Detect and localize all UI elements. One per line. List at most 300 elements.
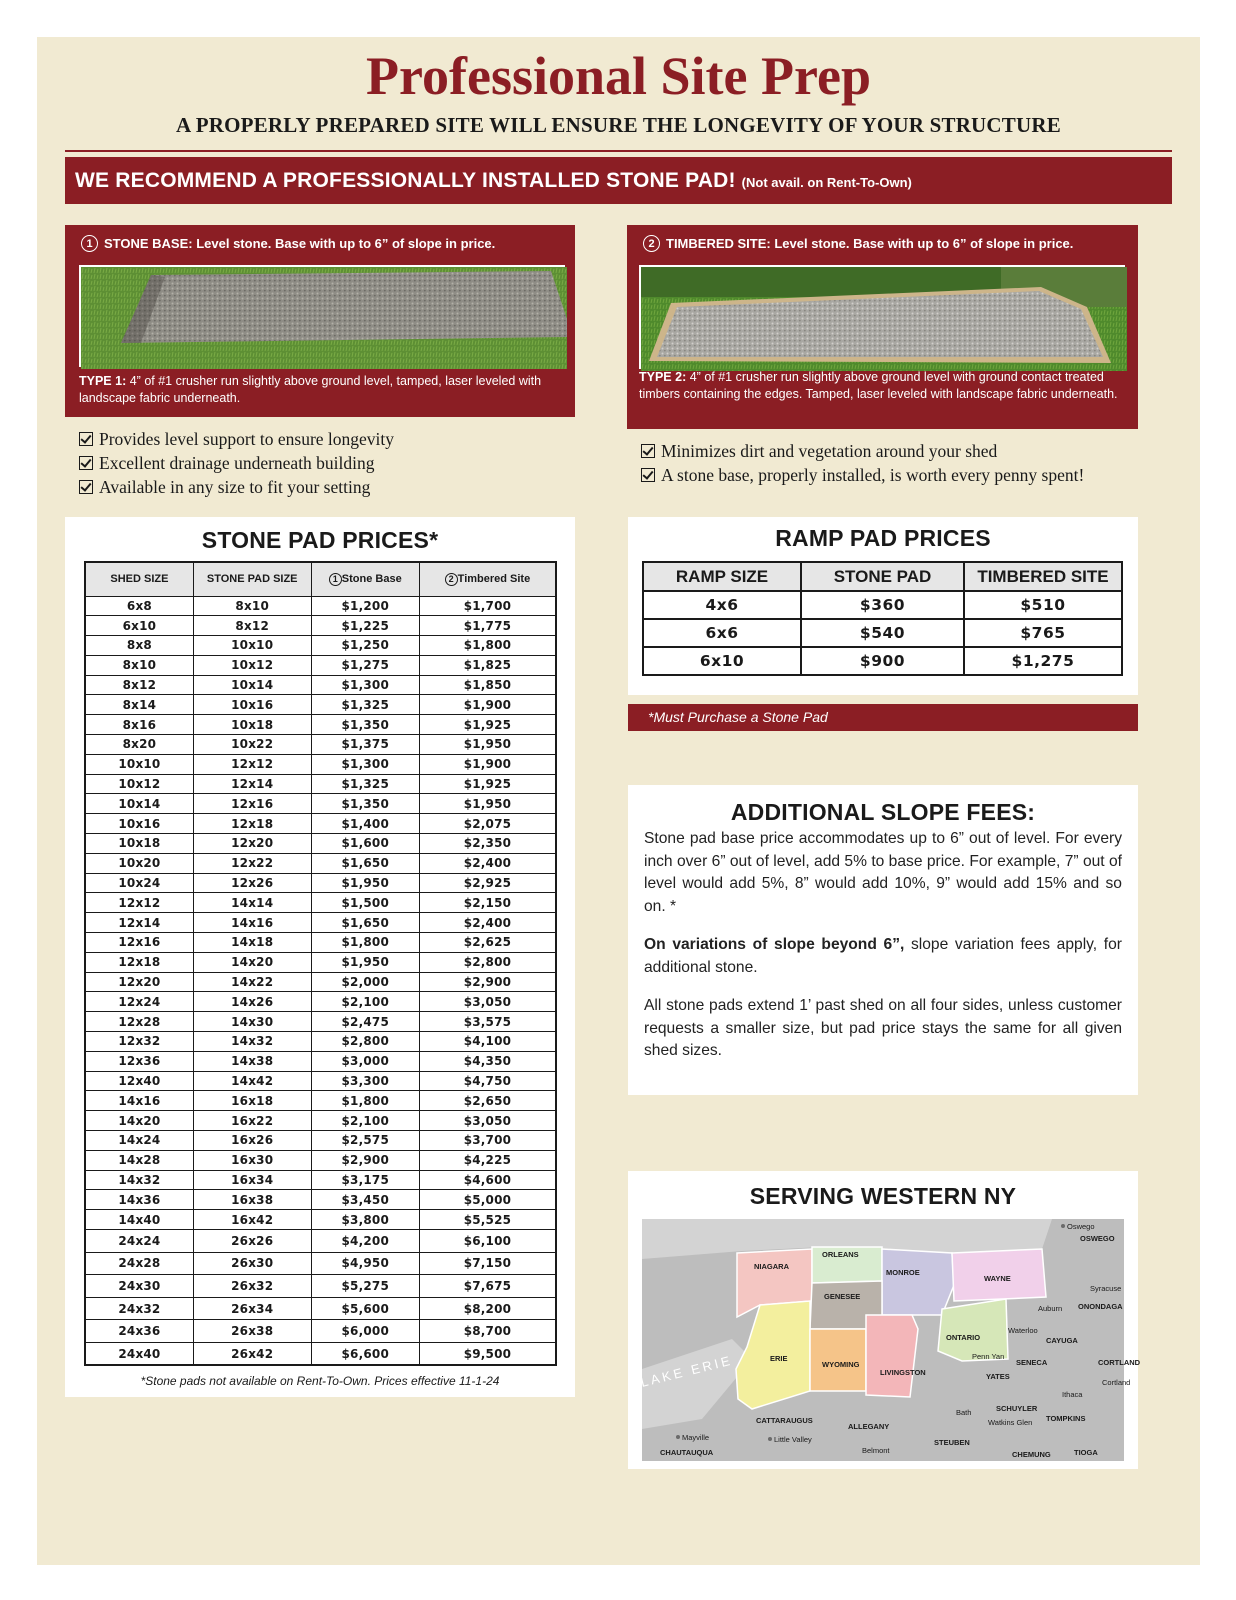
shed-size-cell: 6x10 [85,616,193,636]
shed-size-cell: 10x20 [85,853,193,873]
timbered-price-cell: $5,525 [419,1210,556,1230]
stone-pad-size-cell: 14x32 [193,1032,311,1052]
benefit-text: Minimizes dirt and vegetation around your shed [661,441,998,461]
shed-size-cell: 24x24 [85,1230,193,1253]
table-row [85,675,556,695]
stone-pad-size-cell: 12x26 [193,873,311,893]
page-subtitle: A PROPERLY PREPARED SITE WILL ENSURE THE LONGEVITY OF YOUR STRUCTURE [176,113,1061,137]
type1-heading-text: STONE BASE: Level stone. Base with up to 6” of slope in price. [104,236,496,251]
stone-pad-size-cell: 14x14 [193,893,311,913]
table-row [85,1320,556,1343]
shed-size-cell: 8x20 [85,735,193,755]
stone-base-header [311,562,419,596]
type2-description-text: 4” of #1 crusher run slightly above ground level with ground contact treated timbers containing the edges. Tamped, laser leveled with landscape fabric underneath. [639,370,1118,401]
timbered-price-cell: $2,400 [419,913,556,933]
timbered-price-cell: $2,800 [419,952,556,972]
map-label: GENESEE [824,1292,861,1301]
shed-size-cell: 8x8 [85,636,193,656]
map-label: ERIE [770,1354,788,1363]
benefit-item [641,463,1084,487]
type2-description [639,369,1125,403]
stone-pad-size-cell: 10x16 [193,695,311,715]
table-row [85,952,556,972]
map-label: SENECA [1016,1358,1048,1367]
stone-pad-size-cell: 26x26 [193,1230,311,1253]
benefit-text: Provides level support to ensure longevity [99,429,395,449]
shed-size-cell: 14x24 [85,1131,193,1151]
timbered-site-photo [639,265,1125,369]
map-town: Penn Yan [972,1352,1005,1361]
timbered-price-cell: $765 [964,619,1122,647]
timbered-price-cell: $1,950 [419,735,556,755]
map-label: CHAUTAUQUA [660,1448,714,1457]
shed-size-cell: 24x30 [85,1275,193,1298]
map-town: Mayville [682,1433,710,1442]
map-label: CHEMUNG [1012,1450,1051,1459]
benefit-text: Excellent drainage underneath building [99,453,375,473]
map-label: CORTLAND [1098,1358,1141,1367]
map-label: ALLEGANY [848,1422,890,1431]
stone-pad-size-cell: 16x18 [193,1091,311,1111]
shed-size-cell: 10x14 [85,794,193,814]
map-town: Bath [956,1408,972,1417]
timbered-price-cell: $4,750 [419,1071,556,1091]
stone-pad-price-cell: $360 [801,591,964,619]
shed-size-cell: 12x28 [85,1012,193,1032]
shed-size-cell: 8x12 [85,675,193,695]
table-row [643,619,1122,647]
shed-size-cell: 12x20 [85,972,193,992]
stone-pad-prices-panel [65,517,575,1397]
stone-base-price-cell: $5,275 [311,1275,419,1298]
stone-pad-size-cell: 8x10 [193,596,311,616]
number-two-icon: 2 [643,235,660,252]
stone-pad-size-cell: 12x18 [193,814,311,834]
stone-base-price-cell: $2,100 [311,1111,419,1131]
recommend-banner [65,157,1172,204]
table-row [85,655,556,675]
timbered-price-cell: $3,700 [419,1131,556,1151]
table-row [85,1012,556,1032]
shed-size-cell: 14x36 [85,1190,193,1210]
table-row [85,1150,556,1170]
timbered-price-cell: $3,050 [419,1111,556,1131]
stone-base-price-cell: $3,300 [311,1071,419,1091]
table-row [85,1111,556,1131]
slope-paragraph-1: Stone pad base price accommodates up to 6” out of level. For every inch over 6” out of level, add 5% to base price. For example, 7” out of level would add 5%, 8” would add 10%, 9” would add 15% and so on. * [644,830,1122,915]
shed-size-header: SHED SIZE [85,562,193,596]
stone-pad-size-cell: 12x16 [193,794,311,814]
table-row [85,992,556,1012]
stone-pad-size-cell: 16x26 [193,1131,311,1151]
timbered-price-cell: $4,600 [419,1170,556,1190]
table-row [643,591,1122,619]
timbered-price-cell: $2,625 [419,933,556,953]
stone-base-price-cell: $3,000 [311,1051,419,1071]
type1-label: TYPE 1: [79,374,127,388]
timbered-price-cell: $1,925 [419,774,556,794]
stone-base-price-cell: $1,400 [311,814,419,834]
timbered-price-cell: $5,000 [419,1190,556,1210]
stone-base-price-cell: $1,350 [311,794,419,814]
shed-size-cell: 14x20 [85,1111,193,1131]
title-divider [65,150,1172,152]
timbered-price-cell: $4,225 [419,1150,556,1170]
stone-base-price-cell: $1,950 [311,873,419,893]
stone-pad-prices-body [85,596,556,1365]
stone-base-price-cell: $1,800 [311,1091,419,1111]
stone-base-price-cell: $2,100 [311,992,419,1012]
table-row [85,1342,556,1365]
map-town-dot [1061,1224,1065,1228]
page-title: Professional Site Prep [366,46,871,106]
stone-pad-size-cell: 26x32 [193,1275,311,1298]
shed-size-cell: 24x32 [85,1297,193,1320]
timbered-price-cell: $1,900 [419,754,556,774]
stone-pad-prices-table [84,561,557,1366]
map-label: WAYNE [984,1274,1011,1283]
timbered-price-cell: $2,650 [419,1091,556,1111]
timbered-site-header: TIMBERED SITE [964,562,1122,591]
type1-card [65,225,575,417]
map-label: OSWEGO [1080,1234,1115,1243]
table-row [85,1170,556,1190]
table-row [85,715,556,735]
shed-size-cell: 14x16 [85,1091,193,1111]
table-row [85,1252,556,1275]
timbered-price-cell: $9,500 [419,1342,556,1365]
type2-label: TYPE 2: [639,370,687,384]
stone-pad-size-cell: 16x30 [193,1150,311,1170]
shed-size-cell: 12x36 [85,1051,193,1071]
stone-base-header-text: Stone Base [341,572,402,585]
checkbox-icon [641,444,655,458]
map-county-livingston [866,1315,918,1397]
stone-pad-size-cell: 14x42 [193,1071,311,1091]
table-row [85,616,556,636]
stone-base-price-cell: $1,325 [311,695,419,715]
map-town-dot [676,1435,680,1439]
timbered-price-cell: $1,925 [419,715,556,735]
stone-pad-size-cell: 16x34 [193,1170,311,1190]
stone-pad-size-cell: 10x10 [193,636,311,656]
timbered-price-cell: $2,075 [419,814,556,834]
stone-base-price-cell: $3,175 [311,1170,419,1190]
stone-pad-price-cell: $540 [801,619,964,647]
map-town: Little Valley [774,1435,812,1444]
stone-base-price-cell: $1,950 [311,952,419,972]
shed-size-cell: 10x16 [85,814,193,834]
timbered-price-cell: $1,850 [419,675,556,695]
checkbox-icon [641,468,655,482]
map-label: NIAGARA [754,1262,789,1271]
service-map-panel [628,1171,1141,1469]
map-label: SCHUYLER [996,1404,1038,1413]
ramp-pad-prices-panel [628,517,1138,695]
table-row [85,1190,556,1210]
stone-pad-prices-title: STONE PAD PRICES* [201,527,439,553]
stone-pad-size-cell: 16x42 [193,1210,311,1230]
timbered-price-cell: $2,900 [419,972,556,992]
checkbox-icon [79,480,93,494]
table-row [85,774,556,794]
benefit-item [79,451,394,475]
shed-size-cell: 8x16 [85,715,193,735]
stone-pad-size-cell: 14x38 [193,1051,311,1071]
stone-pad-size-header: STONE PAD SIZE [193,562,311,596]
stone-pad-size-cell: 12x14 [193,774,311,794]
benefit-text: A stone base, properly installed, is worth every penny spent! [661,465,1085,485]
shed-size-cell: 10x18 [85,834,193,854]
shed-size-cell: 10x10 [85,754,193,774]
stone-pad-size-cell: 16x38 [193,1190,311,1210]
table-row [85,893,556,913]
shed-size-cell: 10x24 [85,873,193,893]
stone-base-price-cell: $3,800 [311,1210,419,1230]
type1-description [79,373,559,407]
stone-base-price-cell: $4,200 [311,1230,419,1253]
stone-pad-size-cell: 26x42 [193,1342,311,1365]
slope-paragraph-3: All stone pads extend 1’ past shed on all four sides, unless customer requests a smaller size, but pad price stays the same for all given shed sizes. [644,997,1122,1059]
benefit-item [79,475,394,499]
table-row [85,814,556,834]
stone-pad-footnote: *Stone pads not available on Rent-To-Own. Prices effective 11-1-24 [140,1374,500,1388]
timbered-price-cell: $4,100 [419,1032,556,1052]
shed-size-cell: 12x16 [85,933,193,953]
stone-pad-size-cell: 14x18 [193,933,311,953]
timbered-price-cell: $4,350 [419,1051,556,1071]
stone-base-price-cell: $2,000 [311,972,419,992]
table-row [85,1032,556,1052]
stone-pad-size-cell: 10x12 [193,655,311,675]
stone-base-price-cell: $1,600 [311,834,419,854]
ramp-size-cell: 4x6 [643,591,801,619]
ramp-pad-prices-body [643,591,1122,675]
type2-benefits [641,439,1084,487]
stone-pad-size-cell: 10x18 [193,715,311,735]
timbered-price-cell: $1,700 [419,596,556,616]
map-label: CAYUGA [1046,1336,1078,1345]
shed-size-cell: 24x36 [85,1320,193,1343]
map-town: Auburn [1038,1304,1063,1313]
map-label: CATTARAUGUS [756,1416,813,1425]
slope-paragraph-2-rest: slope variation fees apply, for additional stone. [644,936,1122,976]
timbered-price-cell: $8,700 [419,1320,556,1343]
shed-size-cell: 12x12 [85,893,193,913]
shed-size-cell: 6x8 [85,596,193,616]
stone-base-price-cell: $1,300 [311,754,419,774]
stone-base-price-cell: $1,375 [311,735,419,755]
map-label: LIVINGSTON [880,1368,926,1377]
stone-base-price-cell: $1,300 [311,675,419,695]
service-map-title: SERVING WESTERN NY [749,1183,1017,1209]
table-header-row [643,562,1122,591]
timbered-price-cell: $3,050 [419,992,556,1012]
ramp-pad-prices-title: RAMP PAD PRICES [775,525,991,551]
table-row [85,913,556,933]
page-sheet [37,37,1200,1565]
stone-pad-size-cell: 12x12 [193,754,311,774]
map-town: Belmont [862,1446,890,1455]
table-row [85,1131,556,1151]
map-label: ORLEANS [822,1250,859,1259]
shed-size-cell: 14x32 [85,1170,193,1190]
stone-base-price-cell: $1,225 [311,616,419,636]
shed-size-cell: 12x32 [85,1032,193,1052]
shed-size-cell: 12x14 [85,913,193,933]
timbered-price-cell: $8,200 [419,1297,556,1320]
stone-pad-size-cell: 26x38 [193,1320,311,1343]
map-town: Oswego [1067,1222,1095,1231]
table-row [85,794,556,814]
type1-benefits [79,427,394,499]
number-one-icon: 1 [81,235,98,252]
map-label: TOMPKINS [1046,1414,1086,1423]
map-town: Watkins Glen [988,1418,1033,1427]
stone-pad-price-cell: $900 [801,647,964,675]
stone-pad-size-cell: 26x30 [193,1252,311,1275]
slope-fees-panel [628,785,1138,1095]
map-lake-label: LAKE ERIE [639,1352,735,1390]
benefit-item [79,427,394,451]
shed-size-cell: 10x12 [85,774,193,794]
map-label: MONROE [886,1268,920,1277]
table-row [85,1071,556,1091]
map-town: Syracuse [1090,1284,1122,1293]
map-town: Ithaca [1062,1390,1083,1399]
stone-base-price-cell: $5,600 [311,1297,419,1320]
slope-fees-title: ADDITIONAL SLOPE FEES: [730,799,1036,825]
table-row [85,695,556,715]
benefit-item [641,439,1084,463]
table-row [85,636,556,656]
ramp-pad-prices-table [642,561,1123,676]
table-row [85,1210,556,1230]
table-row [85,735,556,755]
stone-pad-size-cell: 14x30 [193,1012,311,1032]
western-ny-map [639,1219,1141,1461]
banner-text: WE RECOMMEND A PROFESSIONALLY INSTALLED STONE PAD! [75,168,736,192]
table-header-row [85,562,556,596]
shed-size-cell: 12x24 [85,992,193,1012]
ramp-size-header: RAMP SIZE [643,562,801,591]
slope-paragraph-2 [644,934,1122,979]
number-two-icon: 2 [445,573,458,586]
table-row [85,853,556,873]
map-label: ONONDAGA [1078,1302,1123,1311]
stone-base-price-cell: $1,200 [311,596,419,616]
stone-base-price-cell: $4,950 [311,1252,419,1275]
stone-base-price-cell: $1,250 [311,636,419,656]
table-row [85,754,556,774]
stone-base-price-cell: $1,650 [311,913,419,933]
stone-base-price-cell: $2,575 [311,1131,419,1151]
shed-size-cell: 12x18 [85,952,193,972]
stone-pad-size-cell: 26x34 [193,1297,311,1320]
map-town: Cortland [1102,1378,1131,1387]
timbered-price-cell: $7,675 [419,1275,556,1298]
table-row [85,1051,556,1071]
type2-heading-text: TIMBERED SITE: Level stone. Base with up to 6” of slope in price. [666,236,1074,251]
stone-base-price-cell: $3,450 [311,1190,419,1210]
timbered-price-cell: $2,400 [419,853,556,873]
stone-pad-size-cell: 14x20 [193,952,311,972]
timbered-price-cell: $1,275 [964,647,1122,675]
slope-paragraph-2-bold: On variations of slope beyond 6”, [644,936,905,953]
stone-base-price-cell: $2,475 [311,1012,419,1032]
stone-base-price-cell: $1,325 [311,774,419,794]
ramp-note: *Must Purchase a Stone Pad [628,704,1138,731]
table-row [85,873,556,893]
stone-pad-size-cell: 10x22 [193,735,311,755]
map-town: Waterloo [1008,1326,1038,1335]
stone-pad-size-cell: 16x22 [193,1111,311,1131]
stone-base-price-cell: $2,800 [311,1032,419,1052]
map-label: TIOGA [1074,1448,1098,1457]
stone-base-price-cell: $2,900 [311,1150,419,1170]
shed-size-cell: 12x40 [85,1071,193,1091]
map-label: ONTARIO [946,1333,981,1342]
stone-base-price-cell: $1,275 [311,655,419,675]
table-row [85,1297,556,1320]
number-one-icon: 1 [329,573,342,586]
map-label: STEUBEN [934,1438,970,1447]
timbered-price-cell: $3,575 [419,1012,556,1032]
shed-size-cell: 24x40 [85,1342,193,1365]
benefit-text: Available in any size to fit your setting [99,477,371,497]
stone-pad-size-cell: 8x12 [193,616,311,636]
timbered-price-cell: $7,150 [419,1252,556,1275]
type2-heading [627,225,1138,252]
map-label: YATES [986,1372,1010,1381]
timbered-price-cell: $2,350 [419,834,556,854]
ramp-size-cell: 6x10 [643,647,801,675]
stone-base-price-cell: $1,500 [311,893,419,913]
stone-pad-header: STONE PAD [801,562,964,591]
timbered-price-cell: $510 [964,591,1122,619]
stone-pad-size-cell: 14x26 [193,992,311,1012]
stone-base-price-cell: $1,800 [311,933,419,953]
timbered-price-cell: $1,800 [419,636,556,656]
shed-size-cell: 14x40 [85,1210,193,1230]
table-row [85,1091,556,1111]
timbered-price-cell: $6,100 [419,1230,556,1253]
type2-card [627,225,1138,429]
shed-size-cell: 24x28 [85,1252,193,1275]
stone-base-photo [79,265,565,367]
timbered-price-cell: $1,825 [419,655,556,675]
table-row [85,1275,556,1298]
stone-base-price-cell: $6,000 [311,1320,419,1343]
stone-base-price-cell: $6,600 [311,1342,419,1365]
checkbox-icon [79,456,93,470]
stone-pad-size-cell: 10x14 [193,675,311,695]
timbered-price-cell: $1,950 [419,794,556,814]
checkbox-icon [79,432,93,446]
timbered-price-cell: $2,925 [419,873,556,893]
stone-base-price-cell: $1,650 [311,853,419,873]
table-row [85,834,556,854]
type1-description-text: 4” of #1 crusher run slightly above ground level, tamped, laser leveled with landscape fabric underneath. [79,374,542,405]
table-row [85,933,556,953]
timbered-price-cell: $1,900 [419,695,556,715]
table-row [85,596,556,616]
map-town-dot [768,1437,772,1441]
stone-pad-size-cell: 12x22 [193,853,311,873]
stone-pad-size-cell: 14x22 [193,972,311,992]
timbered-price-cell: $2,150 [419,893,556,913]
shed-size-cell: 14x28 [85,1150,193,1170]
